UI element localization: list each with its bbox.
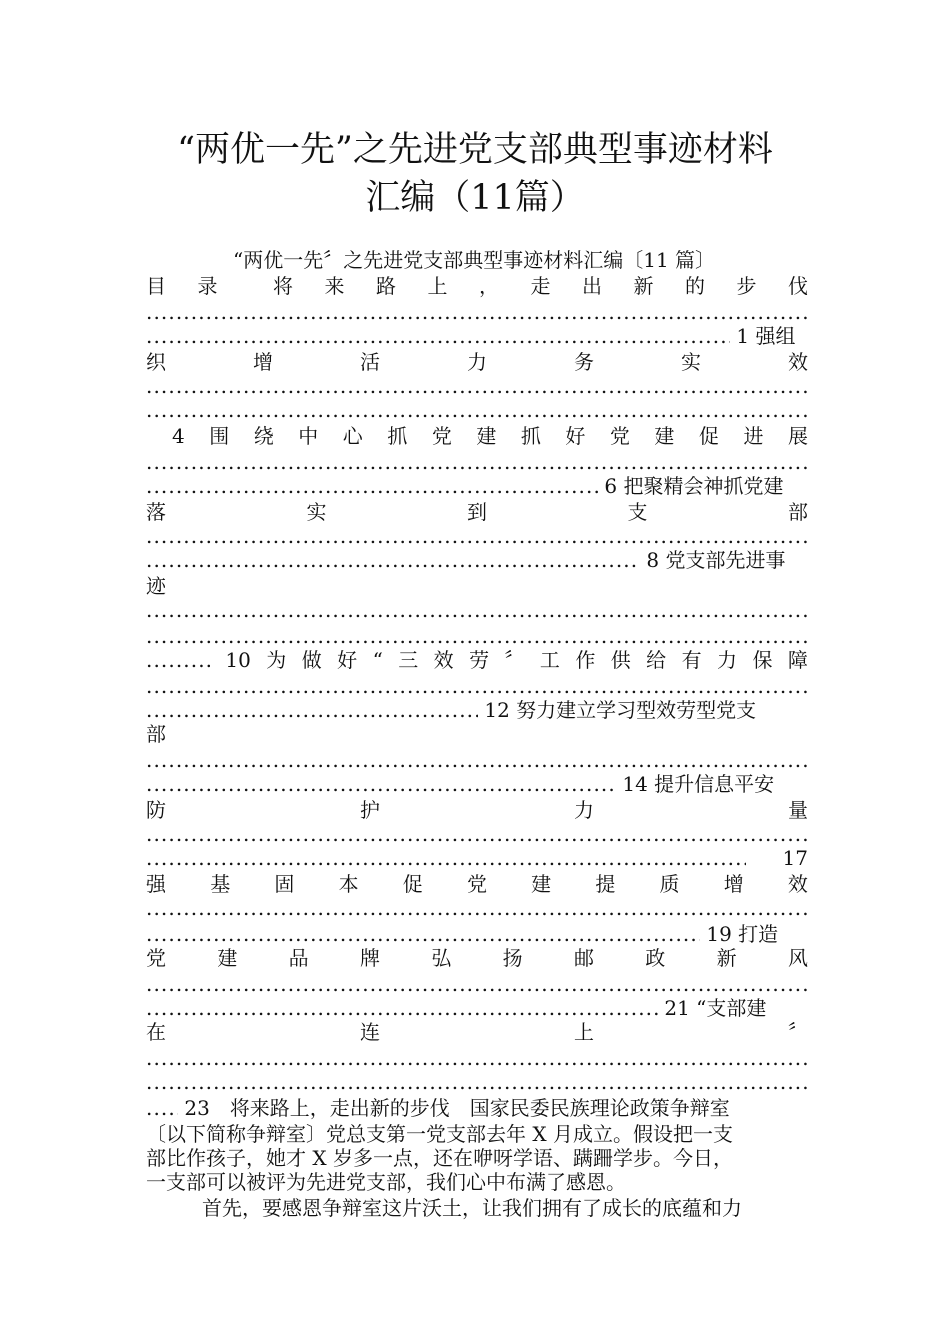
toc-entry-line: ..... 19 打造 <box>146 922 808 947</box>
toc-entry-line: 落 实 到 支 部 <box>146 500 808 524</box>
toc-leader <box>146 972 808 997</box>
toc-leader <box>146 450 808 475</box>
toc-entry-line: 部 <box>146 722 166 746</box>
toc-entry-line: 强 基 固 本 促 党 建 提 质 增 效 <box>146 872 808 896</box>
toc-entry-line: 4 围 绕 中 心 抓 党 建 抓 好 党 建 促 进 展 <box>172 424 808 448</box>
toc-entry-line: 织 增 活 力 务 实 效 <box>146 350 808 374</box>
toc-entry-line: ..... 12 努力建立学习型效劳型党支 <box>146 698 808 723</box>
toc-leader <box>146 398 808 423</box>
toc-entry-line: ..... 1 强组 <box>146 324 808 349</box>
toc-entry-title: 新 <box>633 274 654 298</box>
toc-leader <box>146 1070 808 1095</box>
body-text: 将来路上，走出新的步伐 国家民委民族理论政策争辩室 <box>229 1096 730 1120</box>
toc-entry-line: 防 护 力 量 <box>146 798 808 822</box>
toc-entry-title: ， <box>479 274 499 298</box>
body-paragraph-line: 首先，要感恩争辩室这片沃土，让我们拥有了成长的底蕴和力 <box>202 1196 742 1220</box>
toc-entry-title: 来 <box>324 274 345 298</box>
toc-entry-page: 19 <box>706 922 732 946</box>
toc-leader <box>146 524 808 549</box>
toc-entry-title: 将 <box>273 274 293 298</box>
document-title-line2: 汇编（11篇） <box>365 178 585 218</box>
body-paragraph-line <box>146 1096 808 1121</box>
toc-entry-line: ..... 6 把聚精会神抓党建 <box>146 474 808 499</box>
toc-entry-page: 21 <box>664 996 690 1020</box>
document-title-line1: “两优一先”之先进党支部典型事迹材料 <box>177 130 773 170</box>
body-paragraph-line: 〔以下简称争辩室〕党总支第一党支部去年 X 月成立。假设把一支 <box>146 1122 733 1146</box>
toc-leader <box>146 374 808 399</box>
toc-label-char: 目 <box>146 274 166 298</box>
toc-entry-title: 伐 <box>788 274 808 298</box>
toc-entry-line: ..... 21 “支部建 <box>146 996 808 1021</box>
toc-entry-line: 在 连 上 〞 <box>146 1020 808 1044</box>
toc-entry-line: ..... 8 党支部先进事 <box>146 548 808 573</box>
toc-entry-title: 上 <box>427 274 448 298</box>
toc-leader <box>146 748 808 773</box>
toc-leader <box>146 674 808 699</box>
toc-leader <box>146 822 808 847</box>
toc-entry-line: ..... 10 为 做 好 “ 三 效 劳 〞 工 作 供 给 有 力 保 障 <box>146 648 808 673</box>
toc-entry-line <box>146 846 808 871</box>
toc-entry-line: ..... 14 提升信息平安 <box>146 772 808 797</box>
toc-entry-title: 的 <box>685 274 705 298</box>
toc-entry-title: 路 <box>376 274 396 298</box>
toc-entry-page: 1 <box>736 324 750 348</box>
toc-entry-page: 17 <box>782 846 808 870</box>
toc-leader <box>146 300 808 325</box>
toc-entry-page: 23 <box>184 1096 210 1120</box>
toc-leader <box>146 624 808 649</box>
toc-entry-page: 4 <box>172 424 185 448</box>
document-subtitle: “两优一先〞之先进党支部典型事迹材料汇编〔11 篇〕 <box>233 248 716 272</box>
body-paragraph-line: 部比作孩子，她才 X 岁多一点，还在咿呀学语、蹒跚学步。今日， <box>146 1146 733 1170</box>
toc-entry-page: 12 <box>484 698 510 722</box>
toc-leader <box>146 598 808 623</box>
toc-leader <box>146 1046 808 1071</box>
toc-entry-title: 出 <box>582 274 602 298</box>
body-paragraph-line: 一支部可以被评为先进党支部，我们心中布满了感恩。 <box>146 1170 626 1194</box>
toc-leader <box>146 896 808 921</box>
toc-entry-title: 步 <box>736 274 757 298</box>
toc-entry-page: 8 <box>646 548 660 572</box>
toc-entry-page: 10 <box>225 648 251 672</box>
toc-entry-page: 6 <box>604 474 618 498</box>
toc-entry-line: 党 建 品 牌 弘 扬 邮 政 新 风 <box>146 946 808 970</box>
toc-label-char: 录 <box>197 274 218 298</box>
toc-entry-page: 14 <box>622 772 648 796</box>
toc-entry-line: 迹 <box>146 574 166 598</box>
toc-header-line <box>146 274 808 299</box>
toc-entry-title: 走 <box>530 274 551 298</box>
